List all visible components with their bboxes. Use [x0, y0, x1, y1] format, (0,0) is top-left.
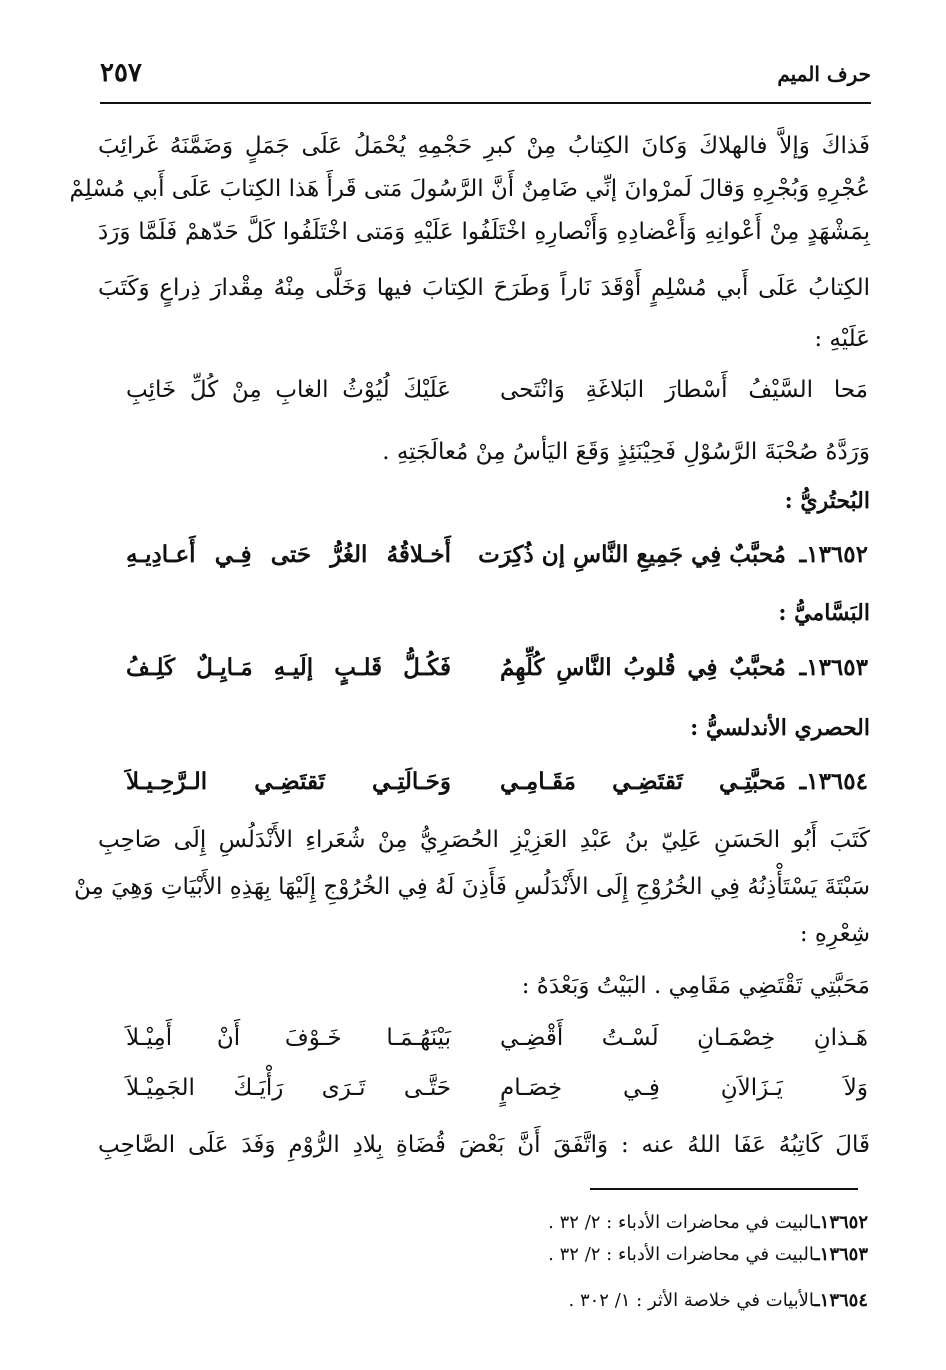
header-rule — [100, 102, 871, 104]
verse-hemistich-right: مُحبَّبٌ فِي جَمِيعِ النَّاسِ إن ذُكِرَت — [478, 541, 786, 568]
poet-heading: البَسَّاميُّ : — [778, 600, 870, 626]
paragraph-line: مَحَبَّتِي تَقْتَضِي مَقَامِي . البَيْتُ وَبَعْدَهُ : — [521, 973, 870, 999]
footnote-number: ١٣٦٥٤ـ — [814, 1290, 868, 1311]
verse-number: ١٣٦٥٢ـ — [799, 541, 868, 568]
footnote — [300, 1208, 868, 1238]
paragraph-line: عُجْرِهِ وَبُجْرِهِ وَقالَ لَمرْوانَ إنِّي ضَامِنٌ أَنَّ الرَّسُولَ مَتى قَرأَ هَذا الكِتابَ عَلَى أَبي مُسْلِمْ — [69, 176, 870, 202]
verse-hemistich-right: وَلاَ يَـزَالاَنِ فِـي خِصَـامٍ — [500, 1075, 868, 1101]
paragraph-line: قَالَ كَاتِبُهُ عَفَا اللهُ عنه : وَاتَّفَقَ أَنَّ بَعْضَ قُضَاةِ بِلادِ الرُّوْمِ وَفَدَ عَلَى الصَّاحِبِ — [98, 1132, 870, 1158]
footnote-rule — [590, 1188, 858, 1190]
footnote-number: ١٣٦٥٣ـ — [814, 1244, 868, 1265]
footnote-text: الأبيات في خلاصة الأثر : ١/ ٣٠٢ . — [568, 1290, 815, 1311]
paragraph-line: الكِتابُ عَلَى أَبي مُسْلِمٍ أَوْقَدَ نَاراً وَطَرَحَ الكِتابَ فيها وَخَلَّى مِنْهُ مِقْدارَ ذِراعٍ وَكَتَبَ — [98, 275, 870, 301]
paragraph-line: بِمَشْهَدٍ مِنْ أَعْوانِهِ وَأَعْضادِهِ وَأَنْصارِهِ اخْتَلَفُوا عَلَيْهِ وَمَتى اخْتَلَفُوا كَلَّ حَدّهمْ فَلَمَّا وَرَدَ — [98, 219, 870, 245]
verse-hemistich-left: عَلَيْكَ لُيُوْثُ الغابِ مِنْ كُلِّ خَائِبِ — [126, 377, 451, 403]
verse-hemistich-right: مُحبَّبٌ فِي قُلوبُ النَّاسِ كُلِّهِمُ — [500, 654, 786, 681]
footnote-number: ١٣٦٥٢ـ — [814, 1212, 868, 1233]
paragraph-line: كَتَبَ أَبُو الحَسَنِ عَلِيّ بنُ عَبْدِ العَزِيْزِ الحُصَرِيُّ مِنْ شُعَراءِ الأَنْدَلُسِ إِلَى صَاحِبِ — [98, 827, 870, 853]
verse-hemistich-left: أَخـلاقُهُ الغُرُّ حَتى فِـي أَعـادِيـهِ — [126, 541, 451, 568]
chapter-title: حرف الميم — [777, 62, 871, 86]
footnote-text: البيت في محاضرات الأدباء : ٢/ ٣٢ . — [548, 1244, 815, 1265]
page-header — [100, 58, 871, 98]
footnote-text: البيت في محاضرات الأدباء : ٢/ ٣٢ . — [548, 1212, 815, 1233]
poet-heading: الحصري الأندلسيُّ : — [690, 715, 870, 741]
verse-hemistich-left: وَحَـالَتِـي تَقتَضِـي الـرَّحِـيـلاَ — [126, 768, 451, 795]
verse-hemistich-right: مَحبَّتِـي تَقتَضِـي مَقَـامِـي — [500, 768, 786, 795]
poet-heading: البُحتُريُّ : — [784, 488, 870, 514]
verse-hemistich-left: حَتَّـى تَـرَى رَأْيَـكَ الجَمِيْـلاَ — [126, 1075, 451, 1101]
paragraph-line: شِعْرِهِ : — [799, 921, 870, 947]
paragraph-line: عَلَيْهِ : — [814, 326, 870, 352]
page-number: ٢٥٧ — [100, 58, 142, 88]
verse-hemistich-right: مَحا السَّيْفُ أَسْطارَ البَلاغَةِ وَانْتَحى — [500, 377, 868, 403]
verse-hemistich-left: بَيْنَهُـمَـا خَـوْفَ أَنْ أَمِيْـلاَ — [126, 1025, 451, 1051]
paragraph-line: سَبْتَةَ يَسْتَأْذِنُهُ فِي الخُرُوْجِ إِلَى الأَنْدَلُسِ فَأَذِنَ لَهُ فِي الخُرُوْجِ إِلَيْهَا بِهَذِهِ الأَبْيَاتِ وَهِيَ مِنْ — [74, 874, 870, 900]
verse-hemistich-right: هَـذانِ خِصْمَـانِ لَسْـتُ أَقْضِـي — [500, 1025, 868, 1051]
verse-hemistich-left: فَكُـلُّ قَلـبٍ إلَيـهِ مَـايِـلٌ كَلِـفُ — [126, 654, 451, 681]
verse-number: ١٣٦٥٣ـ — [799, 654, 868, 681]
verse-number: ١٣٦٥٤ـ — [799, 768, 868, 795]
footnote — [300, 1286, 868, 1316]
footnote — [300, 1240, 868, 1270]
paragraph-line: وَرَدَّهُ صُحْبَةَ الرَّسُوْلِ فَحِيْنَئِذٍ وَقَعَ اليَأسُ مِنْ مُعالَجَتِهِ . — [382, 439, 870, 465]
paragraph-line: فَذاكَ وَإلاَّ فالهلاكَ وَكانَ الكِتابُ مِنْ كبرِ حَجْمِهِ يُحْمَلُ عَلَى جَمَلٍ وَضَمَّنَهُ غَرائِبَ — [98, 133, 870, 159]
